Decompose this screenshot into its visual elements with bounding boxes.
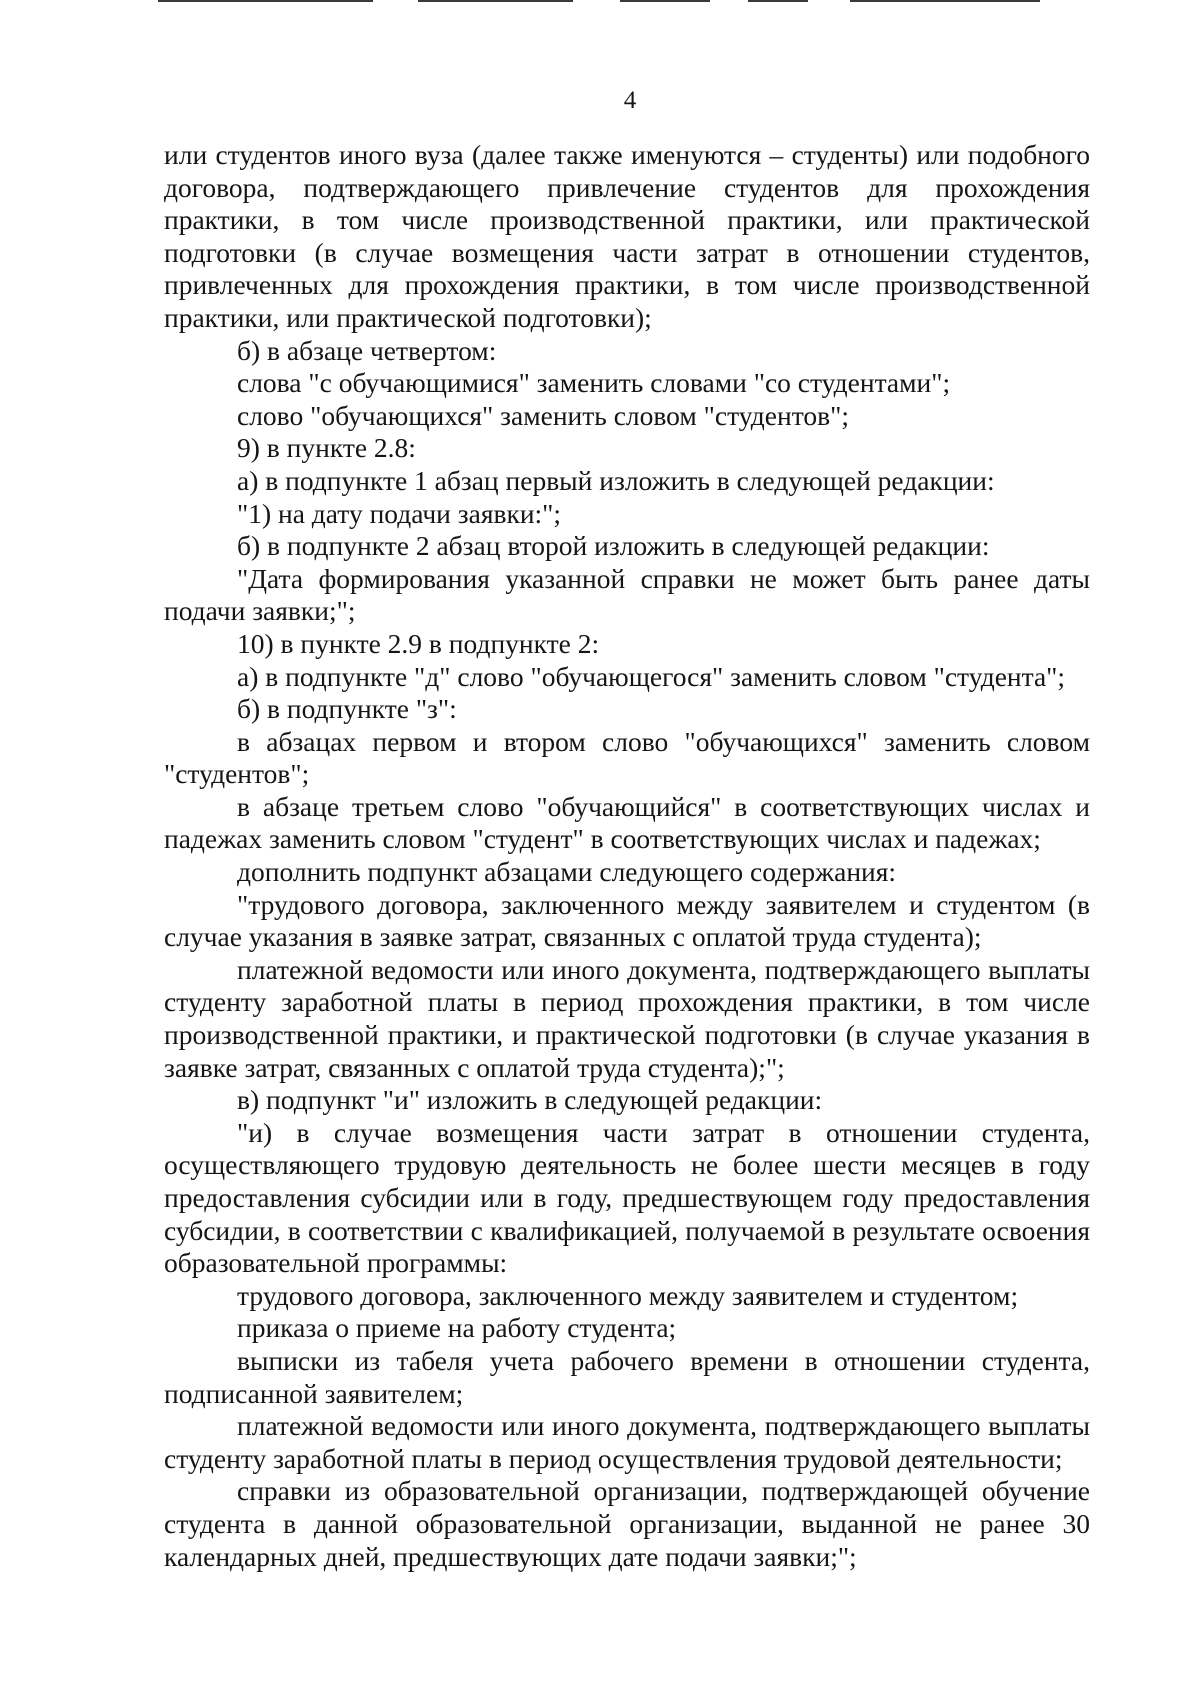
paragraph: или студентов иного вуза (далее также именуются – студенты) или подобного договора, подтверждающего привлечение студентов для прохождения практики, в том числе производственной практики, или практической подготовки (в случае возмещения части затрат в отношении студентов, привлеченных для прохождения практики, в том числе производственной практики, или практической подготовки); bbox=[164, 139, 1090, 333]
paragraph: б) в абзаце четвертом: bbox=[237, 334, 497, 366]
paragraph: "1) на дату подачи заявки:"; bbox=[237, 497, 562, 529]
paragraph: в абзаце третьем слово "обучающийся" в соответствующих числах и падежах заменить словом "студент" в соответствующих числах и падежах; bbox=[164, 790, 1090, 855]
paragraph: б) в подпункте 2 абзац второй изложить в следующей редакции: bbox=[237, 530, 990, 562]
paragraph: "Дата формирования указанной справки не может быть ранее даты подачи заявки;"; bbox=[164, 562, 1090, 627]
paragraph: в) подпункт "и" изложить в следующей редакции: bbox=[237, 1084, 823, 1116]
paragraph: трудового договора, заключенного между заявителем и студентом; bbox=[237, 1279, 1019, 1311]
paragraph: в абзацах первом и втором слово "обучающихся" заменить словом "студентов"; bbox=[164, 725, 1090, 790]
paragraph: "и) в случае возмещения части затрат в отношении студента, осуществляющего трудовую деятельность не более шести месяцев в году предоставления субсидии или в году, предшествующем году предоставления субсидии, в соответствии с квалификацией, получаемой в результате освоения образовательной программы: bbox=[164, 1116, 1090, 1279]
scan-edge-mark bbox=[158, 0, 373, 2]
scan-edge-mark bbox=[620, 0, 710, 2]
paragraph: б) в подпункте "з": bbox=[237, 693, 457, 725]
paragraph: а) в подпункте 1 абзац первый изложить в следующей редакции: bbox=[237, 464, 995, 496]
page-number: 4 bbox=[623, 87, 637, 114]
paragraph: справки из образовательной организации, подтверждающей обучение студента в данной образовательной организации, выданной не ранее 30 календарных дней, предшествующих дате подачи заявки;"; bbox=[164, 1475, 1090, 1572]
paragraph: дополнить подпункт абзацами следующего содержания: bbox=[237, 856, 897, 888]
paragraph: платежной ведомости или иного документа, подтверждающего выплаты студенту заработной платы в период прохождения практики, в том числе производственной практики, и практической подготовки (в случае указания в заявке затрат, связанных с оплатой труда студента);"; bbox=[164, 953, 1090, 1083]
paragraph: а) в подпункте "д" слово "обучающегося" заменить словом "студента"; bbox=[237, 660, 1066, 692]
paragraph: слово "обучающихся" заменить словом "студентов"; bbox=[237, 399, 849, 431]
paragraph: "трудового договора, заключенного между заявителем и студентом (в случае указания в заявке затрат, связанных с оплатой труда студента); bbox=[164, 888, 1090, 953]
paragraph: платежной ведомости или иного документа, подтверждающего выплаты студенту заработной платы в период осуществления трудовой деятельности; bbox=[164, 1410, 1090, 1474]
scan-edge-mark bbox=[418, 0, 573, 2]
paragraph: приказа о приеме на работу студента; bbox=[237, 1312, 677, 1344]
paragraph: 10) в пункте 2.9 в подпункте 2: bbox=[237, 627, 600, 659]
scan-edge-mark bbox=[748, 0, 808, 2]
paragraph: слова "с обучающимися" заменить словами "со студентами"; bbox=[237, 367, 951, 399]
paragraph: 9) в пункте 2.8: bbox=[237, 432, 416, 464]
document-body bbox=[164, 139, 1090, 1573]
paragraph: выписки из табеля учета рабочего времени в отношении студента, подписанной заявителем; bbox=[164, 1344, 1090, 1409]
scan-edge-mark bbox=[850, 0, 1040, 2]
